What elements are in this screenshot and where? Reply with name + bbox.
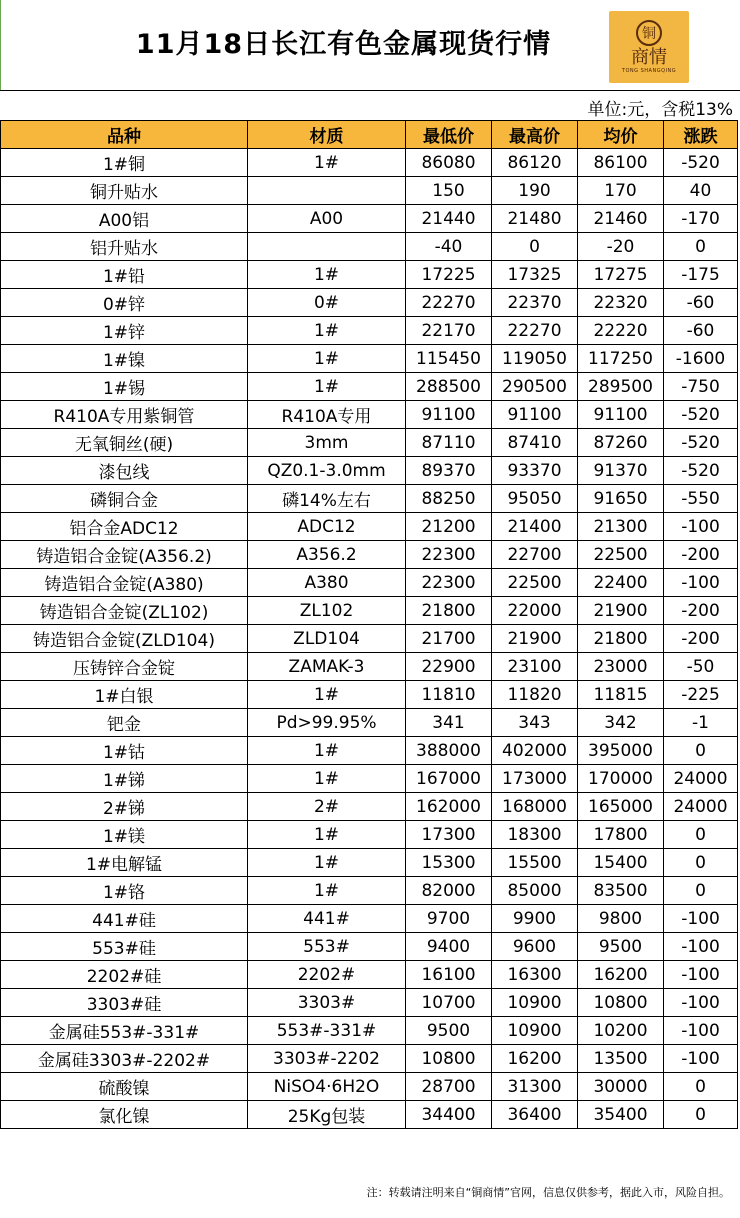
cell-change: -100 xyxy=(664,1017,738,1045)
cell-change: 0 xyxy=(664,821,738,849)
cell-variety: 金属硅553#-331# xyxy=(1,1017,248,1045)
cell-low-price: 15300 xyxy=(406,849,492,877)
cell-material: 1# xyxy=(248,765,406,793)
cell-material: Pd>99.95% xyxy=(248,709,406,737)
cell-high-price: 0 xyxy=(492,233,578,261)
cell-low-price: 82000 xyxy=(406,877,492,905)
cell-variety: 3303#硅 xyxy=(1,989,248,1017)
cell-change: -1 xyxy=(664,709,738,737)
cell-high-price: 91100 xyxy=(492,401,578,429)
page-title: 11月18日长江有色金属现货行情 xyxy=(135,29,552,60)
cell-avg-price: 91100 xyxy=(578,401,664,429)
cell-change: -175 xyxy=(664,261,738,289)
table-row xyxy=(1,149,738,177)
cell-material: 1# xyxy=(248,849,406,877)
cell-low-price: 28700 xyxy=(406,1073,492,1101)
table-row xyxy=(1,905,738,933)
cell-avg-price: 22220 xyxy=(578,317,664,345)
cell-variety: A00铝 xyxy=(1,205,248,233)
cell-change: -50 xyxy=(664,653,738,681)
cell-material: 1# xyxy=(248,737,406,765)
cell-high-price: 22700 xyxy=(492,541,578,569)
cell-high-price: 93370 xyxy=(492,457,578,485)
cell-variety: 铝升贴水 xyxy=(1,233,248,261)
cell-avg-price: 86100 xyxy=(578,149,664,177)
cell-change: 0 xyxy=(664,737,738,765)
cell-low-price: 91100 xyxy=(406,401,492,429)
cell-material: 1# xyxy=(248,821,406,849)
cell-change: -170 xyxy=(664,205,738,233)
cell-avg-price: 289500 xyxy=(578,373,664,401)
cell-variety: 1#电解锰 xyxy=(1,849,248,877)
cell-variety: 553#硅 xyxy=(1,933,248,961)
cell-variety: 铜升贴水 xyxy=(1,177,248,205)
cell-avg-price: 91650 xyxy=(578,485,664,513)
cell-high-price: 86120 xyxy=(492,149,578,177)
cell-avg-price: 21900 xyxy=(578,597,664,625)
cell-change: -550 xyxy=(664,485,738,513)
cell-low-price: 16100 xyxy=(406,961,492,989)
cell-material: ZAMAK-3 xyxy=(248,653,406,681)
cell-low-price: 17300 xyxy=(406,821,492,849)
cell-high-price: 85000 xyxy=(492,877,578,905)
table-row xyxy=(1,653,738,681)
cell-variety: 0#锌 xyxy=(1,289,248,317)
cell-change: -200 xyxy=(664,625,738,653)
cell-variety: 钯金 xyxy=(1,709,248,737)
cell-material: 1# xyxy=(248,877,406,905)
cell-material: QZ0.1-3.0mm xyxy=(248,457,406,485)
cell-avg-price: 170 xyxy=(578,177,664,205)
cell-high-price: 11820 xyxy=(492,681,578,709)
cell-change: -100 xyxy=(664,513,738,541)
cell-material: 25Kg包装 xyxy=(248,1101,406,1129)
cell-low-price: 162000 xyxy=(406,793,492,821)
title-divider xyxy=(0,90,740,91)
cell-low-price: 9400 xyxy=(406,933,492,961)
cell-change: 40 xyxy=(664,177,738,205)
cell-high-price: 21400 xyxy=(492,513,578,541)
cell-variety: 1#铬 xyxy=(1,877,248,905)
table-row xyxy=(1,485,738,513)
cell-change: -225 xyxy=(664,681,738,709)
cell-variety: 铸造铝合金锭(ZLD104) xyxy=(1,625,248,653)
cell-avg-price: 342 xyxy=(578,709,664,737)
table-row xyxy=(1,177,738,205)
cell-material: 1# xyxy=(248,317,406,345)
logo-name: 商情 xyxy=(631,47,667,68)
table-row xyxy=(1,625,738,653)
table-row xyxy=(1,933,738,961)
cell-change: 24000 xyxy=(664,793,738,821)
cell-low-price: 115450 xyxy=(406,345,492,373)
cell-material: 441# xyxy=(248,905,406,933)
cell-material: NiSO4·6H2O xyxy=(248,1073,406,1101)
cell-variety: 1#镍 xyxy=(1,345,248,373)
cell-avg-price: 21800 xyxy=(578,625,664,653)
table-row xyxy=(1,317,738,345)
cell-material: 1# xyxy=(248,681,406,709)
cell-avg-price: 22320 xyxy=(578,289,664,317)
cell-material: A356.2 xyxy=(248,541,406,569)
table-row xyxy=(1,233,738,261)
cell-change: -1600 xyxy=(664,345,738,373)
cell-change: -100 xyxy=(664,569,738,597)
cell-variety: 氯化镍 xyxy=(1,1101,248,1129)
cell-variety: 441#硅 xyxy=(1,905,248,933)
cell-change: -100 xyxy=(664,1045,738,1073)
cell-low-price: 22270 xyxy=(406,289,492,317)
cell-change: 0 xyxy=(664,849,738,877)
cell-low-price: 9500 xyxy=(406,1017,492,1045)
cell-avg-price: 17275 xyxy=(578,261,664,289)
cell-avg-price: 117250 xyxy=(578,345,664,373)
cell-high-price: 173000 xyxy=(492,765,578,793)
cell-high-price: 119050 xyxy=(492,345,578,373)
cell-avg-price: 15400 xyxy=(578,849,664,877)
cell-material: A380 xyxy=(248,569,406,597)
table-row xyxy=(1,681,738,709)
cell-high-price: 17325 xyxy=(492,261,578,289)
cell-material xyxy=(248,177,406,205)
cell-high-price: 36400 xyxy=(492,1101,578,1129)
column-header-avg-price: 均价 xyxy=(578,121,664,149)
brand-logo xyxy=(609,11,689,83)
cell-variety: 漆包线 xyxy=(1,457,248,485)
cell-material: ADC12 xyxy=(248,513,406,541)
cell-avg-price: 23000 xyxy=(578,653,664,681)
cell-low-price: 21700 xyxy=(406,625,492,653)
cell-avg-price: 16200 xyxy=(578,961,664,989)
cell-change: -200 xyxy=(664,541,738,569)
cell-change: -60 xyxy=(664,317,738,345)
cell-variety: 1#铜 xyxy=(1,149,248,177)
table-row xyxy=(1,289,738,317)
table-row xyxy=(1,1073,738,1101)
cell-avg-price: 30000 xyxy=(578,1073,664,1101)
cell-change: -750 xyxy=(664,373,738,401)
cell-high-price: 9600 xyxy=(492,933,578,961)
table-row xyxy=(1,989,738,1017)
cell-avg-price: 87260 xyxy=(578,429,664,457)
cell-material: 553# xyxy=(248,933,406,961)
cell-low-price: 87110 xyxy=(406,429,492,457)
cell-material: 1# xyxy=(248,261,406,289)
table-row xyxy=(1,849,738,877)
logo-subtitle: TONG SHANGQING xyxy=(621,68,677,74)
table-row xyxy=(1,1101,738,1129)
cell-avg-price: 11815 xyxy=(578,681,664,709)
cell-high-price: 290500 xyxy=(492,373,578,401)
cell-avg-price: 21460 xyxy=(578,205,664,233)
price-table xyxy=(0,120,738,1129)
cell-low-price: 10800 xyxy=(406,1045,492,1073)
cell-high-price: 95050 xyxy=(492,485,578,513)
cell-high-price: 343 xyxy=(492,709,578,737)
cell-change: 0 xyxy=(664,233,738,261)
cell-variety: 铸造铝合金锭(ZL102) xyxy=(1,597,248,625)
cell-material: A00 xyxy=(248,205,406,233)
cell-change: 0 xyxy=(664,1073,738,1101)
cell-high-price: 9900 xyxy=(492,905,578,933)
cell-change: -100 xyxy=(664,905,738,933)
cell-avg-price: 395000 xyxy=(578,737,664,765)
table-row xyxy=(1,569,738,597)
cell-variety: 磷铜合金 xyxy=(1,485,248,513)
cell-high-price: 23100 xyxy=(492,653,578,681)
column-header-variety: 品种 xyxy=(1,121,248,149)
cell-variety: R410A专用紫铜管 xyxy=(1,401,248,429)
cell-low-price: 22170 xyxy=(406,317,492,345)
title-bar xyxy=(0,0,740,90)
column-header-high-price: 最高价 xyxy=(492,121,578,149)
cell-high-price: 31300 xyxy=(492,1073,578,1101)
cell-change: 0 xyxy=(664,877,738,905)
table-row xyxy=(1,1017,738,1045)
table-row xyxy=(1,457,738,485)
table-header-row xyxy=(1,121,738,149)
cell-material: 1# xyxy=(248,373,406,401)
column-header-material: 材质 xyxy=(248,121,406,149)
cell-variety: 1#钴 xyxy=(1,737,248,765)
cell-avg-price: 165000 xyxy=(578,793,664,821)
cell-low-price: 21440 xyxy=(406,205,492,233)
cell-low-price: 11810 xyxy=(406,681,492,709)
cell-change: -520 xyxy=(664,429,738,457)
table-row xyxy=(1,345,738,373)
cell-variety: 无氧铜丝(硬) xyxy=(1,429,248,457)
cell-avg-price: 10800 xyxy=(578,989,664,1017)
cell-material: 1# xyxy=(248,345,406,373)
cell-low-price: 21800 xyxy=(406,597,492,625)
table-row xyxy=(1,429,738,457)
cell-change: 0 xyxy=(664,1101,738,1129)
table-row xyxy=(1,205,738,233)
table-row xyxy=(1,877,738,905)
cell-high-price: 15500 xyxy=(492,849,578,877)
cell-material: 553#-331# xyxy=(248,1017,406,1045)
cell-variety: 压铸锌合金锭 xyxy=(1,653,248,681)
cell-variety: 2#锑 xyxy=(1,793,248,821)
cell-variety: 铸造铝合金锭(A356.2) xyxy=(1,541,248,569)
cell-material: 1# xyxy=(248,149,406,177)
cell-high-price: 22500 xyxy=(492,569,578,597)
cell-change: -100 xyxy=(664,989,738,1017)
table-body xyxy=(1,149,738,1129)
cell-material: 2202# xyxy=(248,961,406,989)
cell-change: -100 xyxy=(664,933,738,961)
cell-variety: 1#铅 xyxy=(1,261,248,289)
cell-variety: 1#锌 xyxy=(1,317,248,345)
cell-avg-price: 17800 xyxy=(578,821,664,849)
cell-change: -520 xyxy=(664,149,738,177)
cell-high-price: 87410 xyxy=(492,429,578,457)
cell-low-price: 9700 xyxy=(406,905,492,933)
cell-avg-price: 22500 xyxy=(578,541,664,569)
cell-low-price: 88250 xyxy=(406,485,492,513)
cell-high-price: 16200 xyxy=(492,1045,578,1073)
cell-low-price: 150 xyxy=(406,177,492,205)
cell-material: ZLD104 xyxy=(248,625,406,653)
cell-avg-price: 21300 xyxy=(578,513,664,541)
cell-low-price: 21200 xyxy=(406,513,492,541)
cell-avg-price: -20 xyxy=(578,233,664,261)
cell-material: 0# xyxy=(248,289,406,317)
table-row xyxy=(1,709,738,737)
cell-variety: 1#锡 xyxy=(1,373,248,401)
column-header-change: 涨跌 xyxy=(664,121,738,149)
cell-material xyxy=(248,233,406,261)
cell-low-price: -40 xyxy=(406,233,492,261)
cell-avg-price: 91370 xyxy=(578,457,664,485)
table-row xyxy=(1,765,738,793)
cell-avg-price: 35400 xyxy=(578,1101,664,1129)
table-row xyxy=(1,737,738,765)
cell-avg-price: 83500 xyxy=(578,877,664,905)
cell-high-price: 18300 xyxy=(492,821,578,849)
cell-variety: 铸造铝合金锭(A380) xyxy=(1,569,248,597)
cell-low-price: 22300 xyxy=(406,569,492,597)
cell-avg-price: 9800 xyxy=(578,905,664,933)
column-header-low-price: 最低价 xyxy=(406,121,492,149)
table-row xyxy=(1,793,738,821)
cell-avg-price: 9500 xyxy=(578,933,664,961)
cell-variety: 铝合金ADC12 xyxy=(1,513,248,541)
cell-change: -100 xyxy=(664,961,738,989)
cell-variety: 1#镁 xyxy=(1,821,248,849)
cell-low-price: 10700 xyxy=(406,989,492,1017)
cell-high-price: 22370 xyxy=(492,289,578,317)
cell-low-price: 17225 xyxy=(406,261,492,289)
table-row xyxy=(1,261,738,289)
cell-high-price: 16300 xyxy=(492,961,578,989)
cell-high-price: 22000 xyxy=(492,597,578,625)
table-row xyxy=(1,821,738,849)
table-row xyxy=(1,401,738,429)
cell-change: -200 xyxy=(664,597,738,625)
cell-material: ZL102 xyxy=(248,597,406,625)
cell-material: 3303# xyxy=(248,989,406,1017)
cell-low-price: 388000 xyxy=(406,737,492,765)
cell-avg-price: 170000 xyxy=(578,765,664,793)
cell-material: 3mm xyxy=(248,429,406,457)
cell-variety: 1#白银 xyxy=(1,681,248,709)
cell-change: -520 xyxy=(664,457,738,485)
cell-material: R410A专用 xyxy=(248,401,406,429)
table-row xyxy=(1,597,738,625)
cell-high-price: 22270 xyxy=(492,317,578,345)
cell-low-price: 341 xyxy=(406,709,492,737)
cell-high-price: 402000 xyxy=(492,737,578,765)
cell-high-price: 168000 xyxy=(492,793,578,821)
table-row xyxy=(1,513,738,541)
table-row xyxy=(1,373,738,401)
cell-variety: 硫酸镍 xyxy=(1,1073,248,1101)
cell-low-price: 34400 xyxy=(406,1101,492,1129)
cell-material: 磷14%左右 xyxy=(248,485,406,513)
cell-variety: 2202#硅 xyxy=(1,961,248,989)
cell-avg-price: 13500 xyxy=(578,1045,664,1073)
logo-copper-icon: 铜 xyxy=(636,20,662,46)
cell-high-price: 21480 xyxy=(492,205,578,233)
cell-high-price: 190 xyxy=(492,177,578,205)
cell-material: 2# xyxy=(248,793,406,821)
cell-avg-price: 10200 xyxy=(578,1017,664,1045)
cell-high-price: 10900 xyxy=(492,989,578,1017)
cell-low-price: 22300 xyxy=(406,541,492,569)
cell-variety: 1#锑 xyxy=(1,765,248,793)
cell-avg-price: 22400 xyxy=(578,569,664,597)
table-row xyxy=(1,961,738,989)
unit-label: 单位:元，含税13% xyxy=(587,100,733,120)
cell-low-price: 22900 xyxy=(406,653,492,681)
cell-high-price: 21900 xyxy=(492,625,578,653)
cell-low-price: 167000 xyxy=(406,765,492,793)
cell-low-price: 288500 xyxy=(406,373,492,401)
cell-high-price: 10900 xyxy=(492,1017,578,1045)
cell-low-price: 86080 xyxy=(406,149,492,177)
table-row xyxy=(1,1045,738,1073)
cell-change: -520 xyxy=(664,401,738,429)
disclaimer-note: 注：转载请注明来自“铜商情”官网，信息仅供参考，据此入市，风险自担。 xyxy=(366,1186,730,1199)
cell-low-price: 89370 xyxy=(406,457,492,485)
table-row xyxy=(1,541,738,569)
cell-change: 24000 xyxy=(664,765,738,793)
cell-change: -60 xyxy=(664,289,738,317)
cell-variety: 金属硅3303#-2202# xyxy=(1,1045,248,1073)
cell-material: 3303#-2202 xyxy=(248,1045,406,1073)
